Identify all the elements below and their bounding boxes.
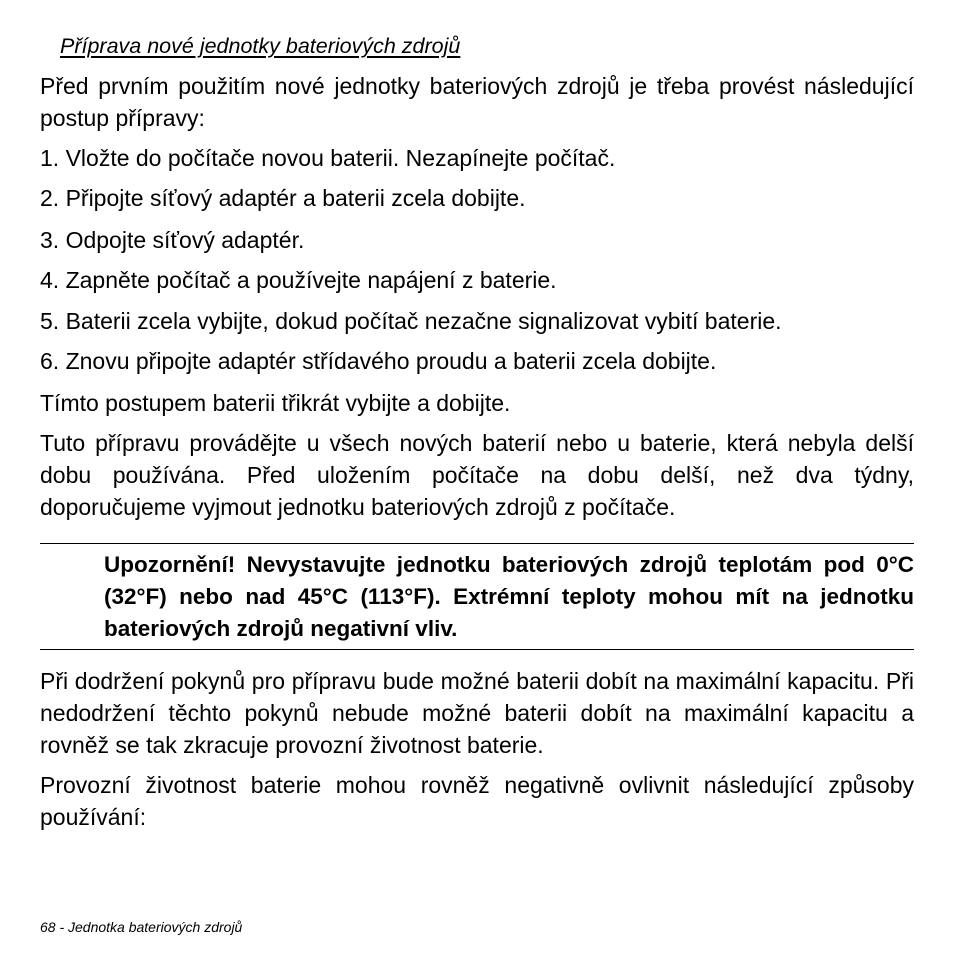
step-2: 2. Připojte síťový adaptér a baterii zcela dobijte. <box>40 185 526 211</box>
step-3: 3. Odpojte síťový adaptér. <box>40 227 305 253</box>
warning-top-divider <box>40 543 914 544</box>
warning-text: Upozornění! Nevystavujte jednotku bateriových zdrojů teplotám pod 0°C (32°F) nebo nad 45°C (113°F). Extrémní teploty mohou mít na jednotku bateriových zdrojů negativní vliv. <box>104 552 914 641</box>
usage-note-paragraph: Tuto přípravu provádějte u všech nových baterií nebo u baterie, která nebyla delší dobu používána. Před uložením počítače na dobu delší, než dva týdny, doporučujeme vyjmout jednotku bateriových zdrojů z počítače. <box>40 430 914 520</box>
step-4: 4. Zapněte počítač a používejte napájení z baterie. <box>40 267 557 293</box>
step-5: 5. Baterii zcela vybijte, dokud počítač nezačne signalizovat vybití baterie. <box>40 308 782 334</box>
lifetime-note-paragraph: Provozní životnost baterie mohou rovněž negativně ovlivnit následující způsoby používání: <box>40 772 914 830</box>
repeat-note: Tímto postupem baterii třikrát vybijte a dobijte. <box>40 390 511 416</box>
section-title: Příprava nové jednotky bateriových zdrojů <box>60 34 461 58</box>
page-footer: 68 - Jednotka bateriových zdrojů <box>40 919 243 935</box>
intro-paragraph: Před prvním použitím nové jednotky bateriových zdrojů je třeba provést následující postup přípravy: <box>40 73 914 131</box>
step-1: 1. Vložte do počítače novou baterii. Nezapínejte počítač. <box>40 145 616 171</box>
warning-bottom-divider <box>40 649 914 650</box>
step-6: 6. Znovu připojte adaptér střídavého proudu a baterii zcela dobijte. <box>40 348 717 374</box>
capacity-note-paragraph: Při dodržení pokynů pro přípravu bude možné baterii dobít na maximální kapacitu. Při nedodržení těchto pokynů nebude možné baterii dobít na maximální kapacitu a rovněž se tak zkracuje provozní životnost baterie. <box>40 668 914 758</box>
